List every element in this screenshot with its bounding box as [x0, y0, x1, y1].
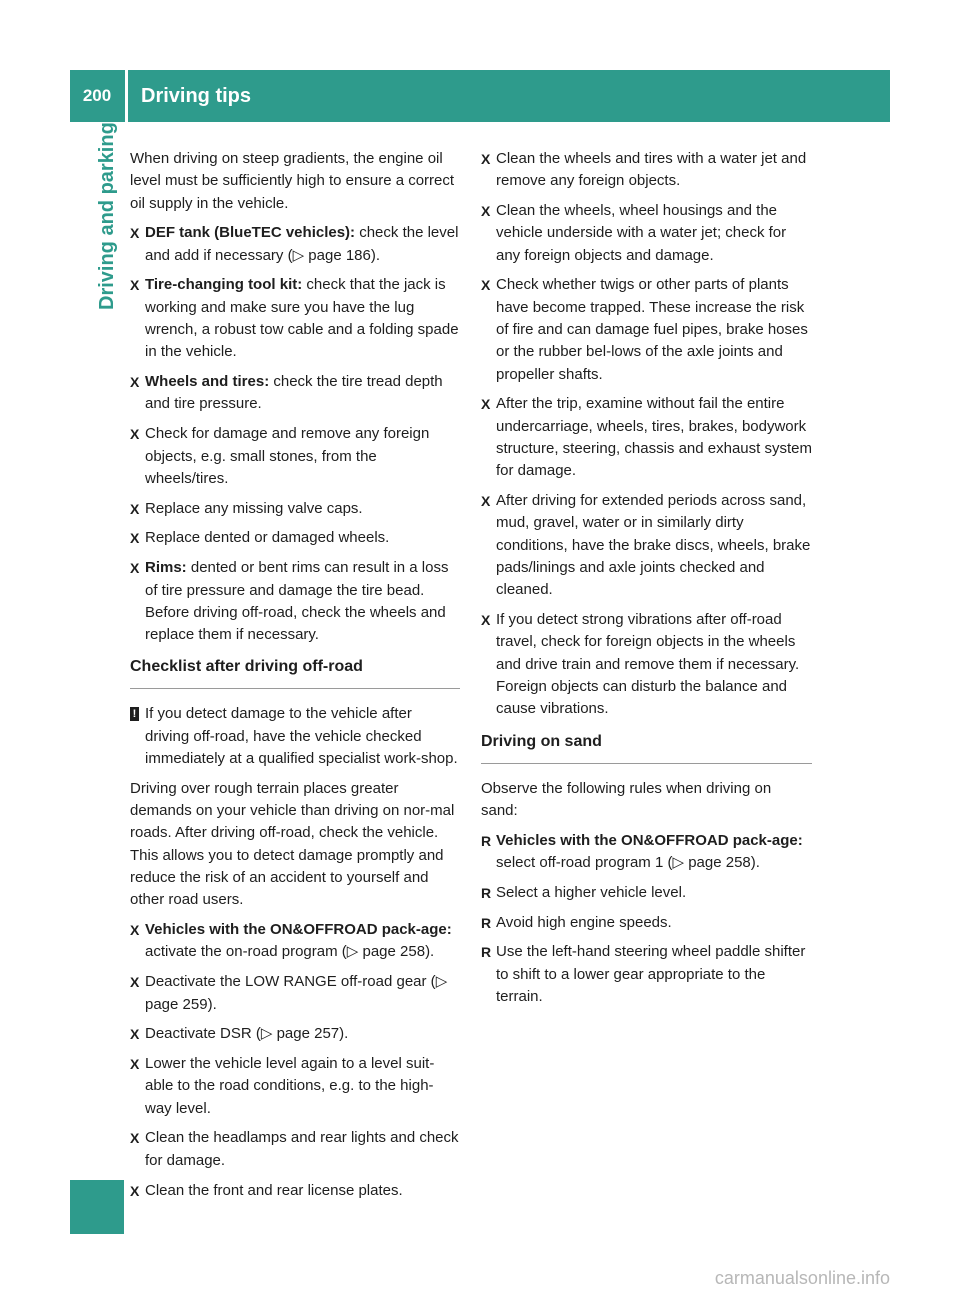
- step-marker-icon: X: [481, 203, 491, 220]
- warning-note: [130, 703, 460, 770]
- list-item: [130, 1180, 460, 1202]
- bullet-marker-icon: R: [481, 914, 492, 931]
- list-item: [130, 1023, 460, 1045]
- list-item: [130, 1053, 460, 1120]
- step-marker-icon: X: [481, 493, 491, 510]
- list-item: [481, 912, 812, 934]
- side-tab-label: Driving and parking: [96, 122, 118, 310]
- step-marker-icon: X: [130, 922, 140, 939]
- list-item: [130, 371, 460, 416]
- item-text: Clean the wheels, wheel housings and the vehicle underside with a water jet; check for any foreign objects and damage.: [496, 202, 787, 264]
- step-marker-icon: X: [130, 500, 140, 517]
- item-text: After driving for extended periods across sand, mud, gravel, water or in similarly dirty conditions, have the brake discs, wheels, brake pads/linings and axle joints checked and cleaned.: [496, 492, 811, 599]
- list-item: [481, 490, 812, 601]
- item-label: Rims:: [145, 559, 187, 577]
- item-label: Vehicles with the ON&OFFROAD pack-age:: [145, 921, 452, 939]
- item-text: Check whether twigs or other parts of plants have become trapped. These increase the risk of fire and can damage fuel pipes, brake hoses or the rubber bel-lows of the axle joints and propeller shafts.: [496, 276, 808, 383]
- item-text: Lower the vehicle level again to a level suit-able to the road conditions, e.g. to the high-way level.: [145, 1055, 435, 1117]
- side-marker: [70, 1180, 124, 1234]
- step-marker-icon: X: [481, 396, 491, 413]
- page-reference-link[interactable]: ▷ page 186: [292, 246, 371, 264]
- item-text: check the level and add if necessary (: [145, 224, 459, 264]
- list-after-offroad: [130, 919, 460, 1202]
- step-marker-icon: X: [130, 560, 140, 577]
- item-text: If you detect strong vibrations after off-road travel, check for foreign objects in the wheels and drive train and remove them if necessary. Foreign objects can disturb the balance and cause vibrations.: [496, 611, 800, 718]
- step-marker-icon: X: [130, 277, 140, 294]
- item-label: Vehicles with the ON&OFFROAD pack-age:: [496, 831, 803, 849]
- heading-checklist-after: Checklist after driving off-road: [130, 656, 460, 689]
- step-marker-icon: X: [130, 974, 140, 991]
- list-item: [130, 971, 460, 1016]
- item-text: dented or bent rims can result in a loss of tire pressure and damage the tire bead. Before driving off-road, check the wheels and replace them if necessary.: [145, 559, 449, 644]
- intro-text: When driving on steep gradients, the engine oil level must be sufficiently high to ensure a correct oil supply in the vehicle.: [130, 150, 455, 212]
- list-item: [481, 830, 812, 875]
- offroad-paragraph: Driving over rough terrain places greater demands on your vehicle than driving on nor-mal roads. After driving off-road, check the vehicle. This allows you to detect damage promptly and reduce the risk of an accident to yourself and other road users.: [130, 779, 455, 909]
- item-text: check the tire tread depth and tire pressure.: [145, 373, 443, 413]
- heading-driving-on-sand: Driving on sand: [481, 731, 812, 764]
- bullet-marker-icon: R: [481, 832, 492, 849]
- list-item: [481, 941, 812, 1008]
- step-marker-icon: X: [130, 225, 140, 242]
- item-text: Clean the front and rear license plates.: [145, 1181, 403, 1199]
- item-text-tail: ).: [425, 943, 435, 961]
- item-text: Deactivate the LOW RANGE off-road gear (: [145, 973, 436, 991]
- item-text: Clean the headlamps and rear lights and check for damage.: [145, 1129, 459, 1169]
- bullet-marker-icon: R: [481, 884, 492, 901]
- warning-text: If you detect damage to the vehicle after driving off-road, have the vehicle checked immediately at a qualified specialist work-shop.: [145, 705, 458, 768]
- item-text-tail: ).: [339, 1025, 349, 1043]
- item-text: Deactivate DSR (: [145, 1025, 261, 1043]
- item-label: DEF tank (BlueTEC vehicles):: [145, 224, 356, 242]
- item-text: Select a higher vehicle level.: [496, 883, 687, 901]
- list-item: [481, 882, 812, 904]
- list-item: [130, 274, 460, 363]
- right-column: [481, 148, 812, 1016]
- list-item: [481, 609, 812, 720]
- header-divider: [125, 70, 128, 122]
- item-text-tail: ).: [750, 854, 760, 872]
- item-text: check that the jack is working and make sure you have the lug wrench, a robust tow cable and a folding spade in the vehicle.: [145, 276, 459, 361]
- list-item: [130, 498, 460, 520]
- step-marker-icon: X: [130, 1182, 140, 1199]
- item-text: Clean the wheels and tires with a water jet and remove any foreign objects.: [496, 150, 807, 190]
- sand-intro: Observe the following rules when driving on sand:: [481, 779, 772, 819]
- list-item: [130, 1127, 460, 1172]
- list-cleaning: [481, 148, 812, 721]
- watermark: carmanualsonline.info: [714, 1268, 890, 1288]
- list-item: [481, 393, 812, 482]
- step-marker-icon: X: [130, 374, 140, 391]
- list-before-offroad: [130, 222, 460, 646]
- list-item: [130, 919, 460, 964]
- bullet-marker-icon: R: [481, 944, 492, 961]
- step-marker-icon: X: [130, 1130, 140, 1147]
- list-item: [130, 222, 460, 267]
- step-marker-icon: X: [481, 277, 491, 294]
- page-reference-link[interactable]: ▷ page 258: [672, 854, 751, 872]
- page-reference-link[interactable]: ▷ page 257: [260, 1025, 340, 1043]
- page-reference-link[interactable]: ▷ page 259: [145, 973, 448, 1013]
- warning-icon: !: [130, 707, 139, 721]
- list-item: [130, 423, 460, 490]
- step-marker-icon: X: [130, 1056, 140, 1073]
- page-reference-link[interactable]: ▷ page 258: [346, 943, 426, 961]
- side-tab: [90, 122, 124, 310]
- list-item: [481, 148, 812, 193]
- item-text: Avoid high engine speeds.: [496, 913, 672, 931]
- list-item: [130, 557, 460, 646]
- item-text-tail: ).: [370, 246, 381, 264]
- step-marker-icon: X: [130, 426, 140, 443]
- item-text: Check for damage and remove any foreign objects, e.g. small stones, from the wheels/tires.: [145, 425, 430, 487]
- list-sand-rules: [481, 830, 812, 1009]
- list-item: [481, 274, 812, 385]
- page-number: 200: [82, 86, 112, 105]
- item-text: Replace dented or damaged wheels.: [145, 529, 390, 547]
- item-text: select off-road program 1 (: [496, 854, 673, 872]
- list-item: [130, 527, 460, 549]
- item-text: Replace any missing valve caps.: [145, 499, 363, 517]
- step-marker-icon: X: [481, 151, 491, 167]
- left-column: [130, 148, 460, 1209]
- item-text: After the trip, examine without fail the entire undercarriage, wheels, tires, brakes, bodywork structure, steering, chassis and exhaust system for damage.: [496, 395, 812, 480]
- section-title: Driving tips: [141, 84, 252, 107]
- item-text-tail: ).: [207, 995, 217, 1013]
- item-label: Tire-changing tool kit:: [145, 276, 303, 294]
- step-marker-icon: X: [130, 530, 140, 547]
- step-marker-icon: X: [130, 1026, 140, 1043]
- item-label: Wheels and tires:: [145, 373, 270, 391]
- item-text: activate the on-road program (: [145, 943, 347, 961]
- step-marker-icon: X: [481, 612, 491, 629]
- list-item: [481, 200, 812, 267]
- item-text: Use the left-hand steering wheel paddle shifter to shift to a lower gear appropriate to the terrain.: [496, 943, 806, 1005]
